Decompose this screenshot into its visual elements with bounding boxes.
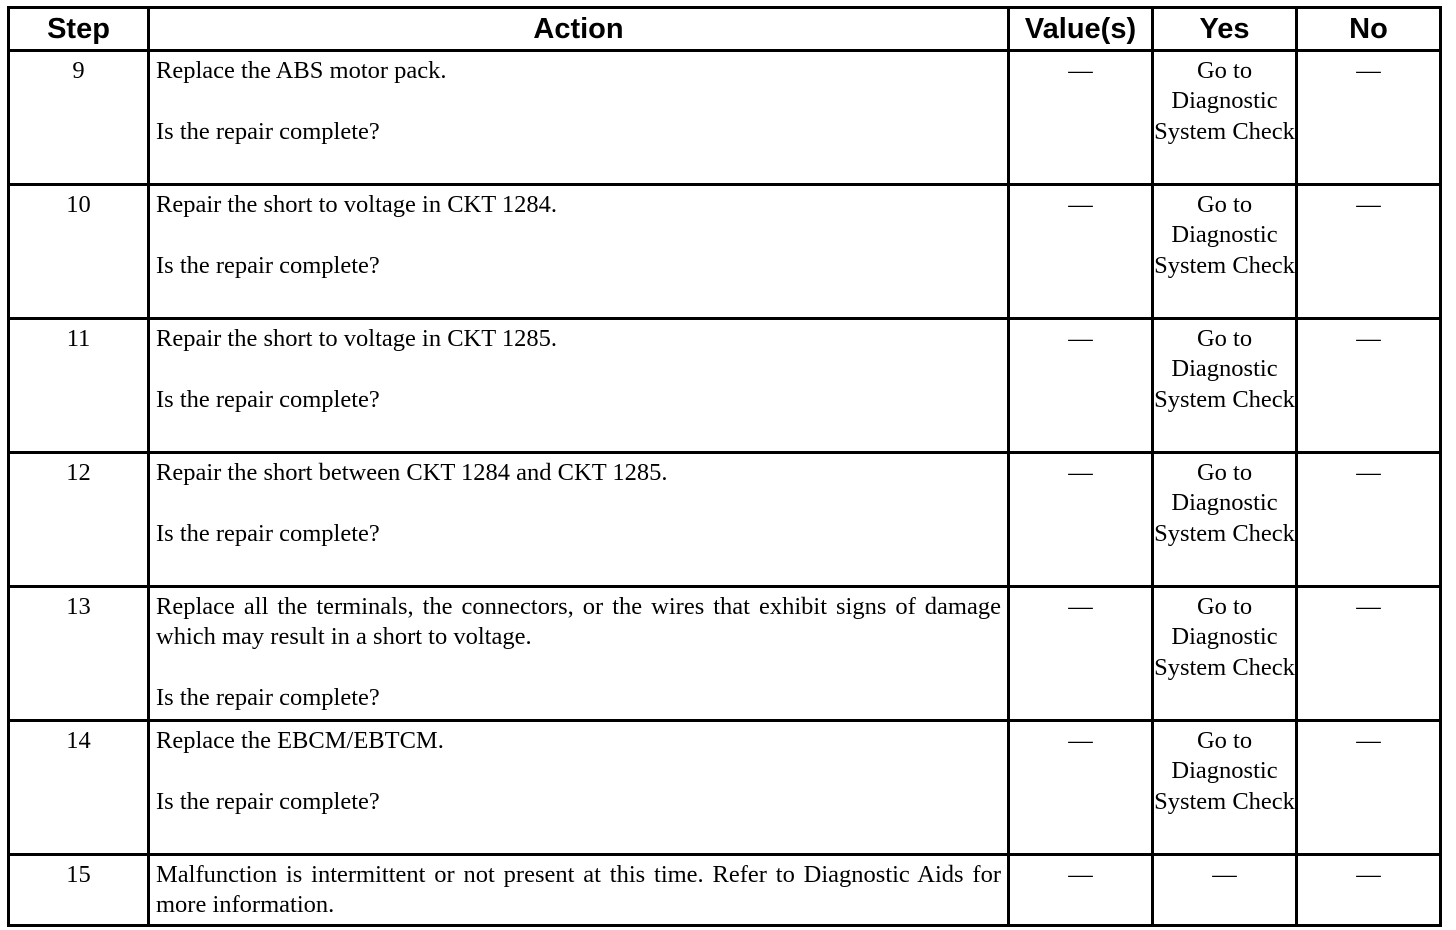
action-cell <box>149 51 1009 185</box>
yes-cell: Go to Diagnostic System Check <box>1153 185 1297 319</box>
no-cell: — <box>1297 51 1441 185</box>
step-number: 13 <box>9 587 149 721</box>
yes-cell: Go to Diagnostic System Check <box>1153 51 1297 185</box>
diagnostic-steps-table <box>7 6 1442 927</box>
action-cell <box>149 587 1009 721</box>
step-number: 12 <box>9 453 149 587</box>
table-row <box>9 185 1441 319</box>
action-cell <box>149 721 1009 855</box>
header-row <box>9 8 1441 51</box>
values-cell: — <box>1009 319 1153 453</box>
no-cell: — <box>1297 855 1441 926</box>
action-cell <box>149 453 1009 587</box>
table-row <box>9 51 1441 185</box>
action-text: Repair the short to voltage in CKT 1284. <box>156 191 558 218</box>
no-cell: — <box>1297 453 1441 587</box>
values-cell: — <box>1009 51 1153 185</box>
table-row <box>9 587 1441 721</box>
values-cell: — <box>1009 185 1153 319</box>
values-cell: — <box>1009 721 1153 855</box>
action-text: Malfunction is intermittent or not present at this time. Refer to Diagnostic Aids for more information. <box>156 861 1001 919</box>
step-number: 14 <box>9 721 149 855</box>
table-body <box>9 51 1441 926</box>
action-cell <box>149 185 1009 319</box>
action-cell <box>149 319 1009 453</box>
header-step: Step <box>9 8 149 51</box>
table-row <box>9 453 1441 587</box>
values-cell: — <box>1009 453 1153 587</box>
step-number: 9 <box>9 51 149 185</box>
values-cell: — <box>1009 855 1153 926</box>
header-action: Action <box>149 8 1009 51</box>
no-cell: — <box>1297 587 1441 721</box>
yes-cell: Go to Diagnostic System Check <box>1153 587 1297 721</box>
action-text: Repair the short between CKT 1284 and CKT 1285. <box>156 459 668 486</box>
yes-cell: Go to Diagnostic System Check <box>1153 453 1297 587</box>
action-text: Repair the short to voltage in CKT 1285. <box>156 325 558 352</box>
action-question: Is the repair complete? <box>156 385 380 413</box>
action-cell <box>149 855 1009 926</box>
no-cell: — <box>1297 721 1441 855</box>
step-number: 15 <box>9 855 149 926</box>
step-number: 10 <box>9 185 149 319</box>
yes-cell: Go to Diagnostic System Check <box>1153 319 1297 453</box>
yes-cell: Go to Diagnostic System Check <box>1153 721 1297 855</box>
header-values: Value(s) <box>1009 8 1153 51</box>
table-row <box>9 855 1441 926</box>
table-row <box>9 721 1441 855</box>
action-question: Is the repair complete? <box>156 683 380 711</box>
no-cell: — <box>1297 185 1441 319</box>
action-question: Is the repair complete? <box>156 787 380 815</box>
action-question: Is the repair complete? <box>156 251 380 279</box>
action-text: Replace the ABS motor pack. <box>156 57 447 84</box>
step-number: 11 <box>9 319 149 453</box>
table-row <box>9 319 1441 453</box>
action-question: Is the repair complete? <box>156 519 380 547</box>
header-no: No <box>1297 8 1441 51</box>
action-text: Replace the EBCM/EBTCM. <box>156 727 444 754</box>
action-text: Replace all the terminals, the connectors, or the wires that exhibit signs of damage which may result in a short to voltage. <box>156 593 1001 651</box>
action-question: Is the repair complete? <box>156 117 380 145</box>
header-yes: Yes <box>1153 8 1297 51</box>
no-cell: — <box>1297 319 1441 453</box>
yes-cell: — <box>1153 855 1297 926</box>
values-cell: — <box>1009 587 1153 721</box>
table-header <box>9 8 1441 51</box>
